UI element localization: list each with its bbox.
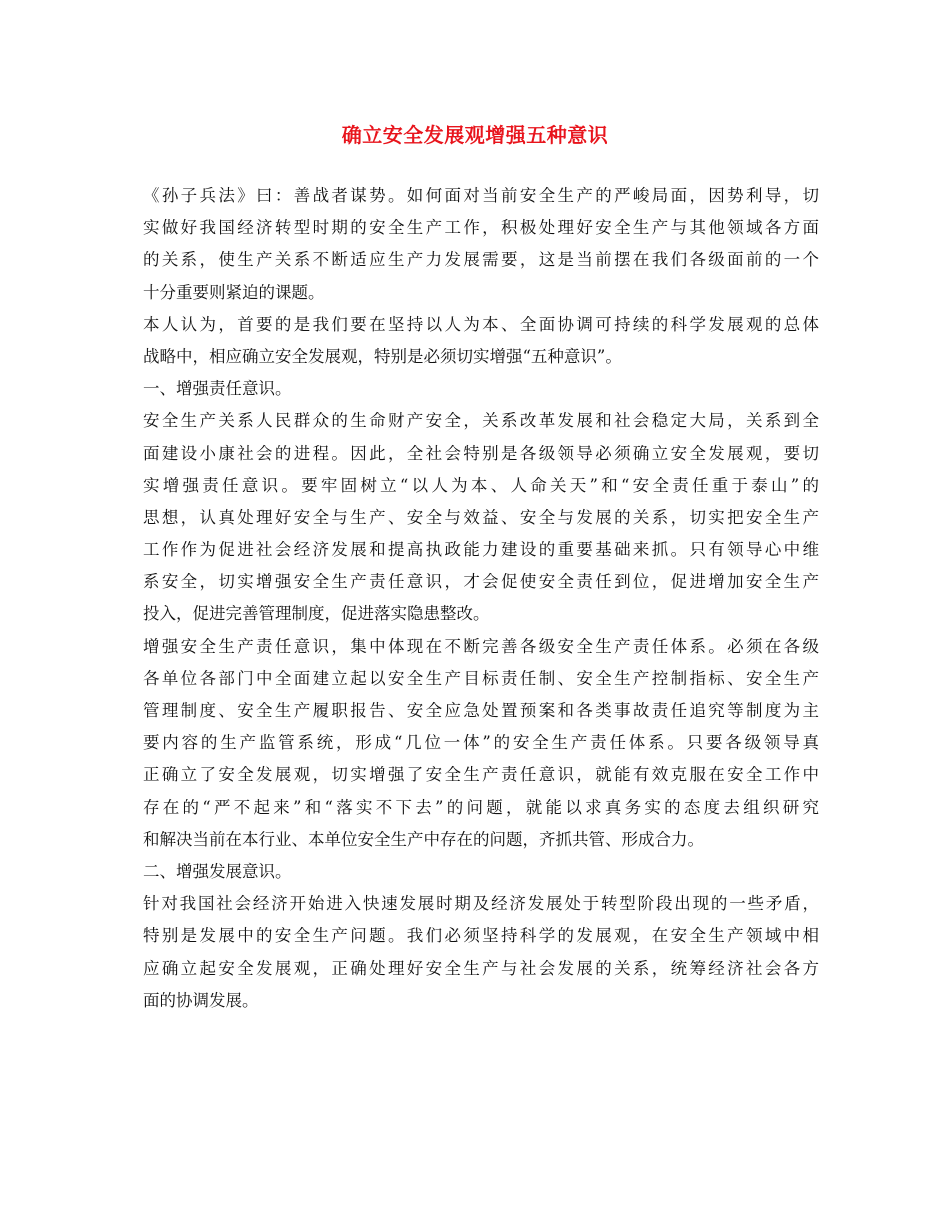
document-title: 确立安全发展观增强五种意识 <box>341 123 609 147</box>
text-line: 面的协调发展。 <box>143 990 259 1010</box>
text-line: 应确立起安全发展观，正确处理好安全生产与社会发展的关系，统筹经济社会各方 <box>143 958 819 978</box>
text-line: 正确立了安全发展观，切实增强了安全生产责任意识，就能有效克服在安全工作中 <box>143 765 819 785</box>
text-line: 要内容的生产监管系统，形成“几位一体”的安全生产责任体系。只要各级领导真 <box>143 733 819 753</box>
text-line: 安全生产关系人民群众的生命财产安全，关系改革发展和社会稳定大局，关系到全 <box>143 411 819 431</box>
text-line: 工作作为促进社会经济发展和提高执政能力建设的重要基础来抓。只有领导心中维 <box>143 540 819 560</box>
text-line: 存在的“严不起来”和“落实不下去”的问题，就能以求真务实的态度去组织研究 <box>143 797 819 817</box>
text-line: 各单位各部门中全面建立起以安全生产目标责任制、安全生产控制指标、安全生产 <box>143 668 819 688</box>
text-line: 特别是发展中的安全生产问题。我们必须坚持科学的发展观，在安全生产领域中相 <box>143 926 819 946</box>
text-line: 十分重要则紧迫的课题。 <box>143 282 325 302</box>
text-line: 的关系，使生产关系不断适应生产力发展需要，这是当前摆在我们各级面前的一个 <box>143 250 819 270</box>
text-line: 思想，认真处理好安全与生产、安全与效益、安全与发展的关系，切实把安全生产 <box>143 507 819 527</box>
text-line: 实做好我国经济转型时期的安全生产工作，积极处理好安全生产与其他领域各方面 <box>143 218 819 238</box>
text-line: 战略中，相应确立安全发展观，特别是必须切实增强“五种意识”。 <box>143 346 622 366</box>
text-line: 针对我国社会经济开始进入快速发展时期及经济发展处于转型阶段出现的一些矛盾， <box>143 894 819 914</box>
text-line: 本人认为，首要的是我们要在坚持以人为本、全面协调可持续的科学发展观的总体 <box>143 314 819 334</box>
text-line: 《孙子兵法》曰：善战者谋势。如何面对当前安全生产的严峻局面，因势利导，切 <box>143 186 819 205</box>
text-line: 面建设小康社会的进程。因此，全社会特别是各级领导必须确立安全发展观，要切 <box>143 443 819 463</box>
text-line: 增强安全生产责任意识，集中体现在不断完善各级安全生产责任体系。必须在各级 <box>143 636 819 656</box>
text-line: 投入，促进完善管理制度，促进落实隐患整改。 <box>143 604 490 624</box>
text-line: 和解决当前在本行业、本单位安全生产中存在的问题，齐抓共管、形成合力。 <box>143 829 704 849</box>
text-line: 一、增强责任意识。 <box>143 379 292 399</box>
text-line: 系安全，切实增强安全生产责任意识，才会促使安全责任到位，促进增加安全生产 <box>143 572 819 592</box>
text-line: 管理制度、安全生产履职报告、安全应急处置预案和各类事故责任追究等制度为主 <box>143 701 819 720</box>
text-line: 二、增强发展意识。 <box>143 861 292 881</box>
document-body <box>143 180 819 1017</box>
text-line: 实增强责任意识。要牢固树立“以人为本、人命关天”和“安全责任重于泰山”的 <box>143 475 819 495</box>
